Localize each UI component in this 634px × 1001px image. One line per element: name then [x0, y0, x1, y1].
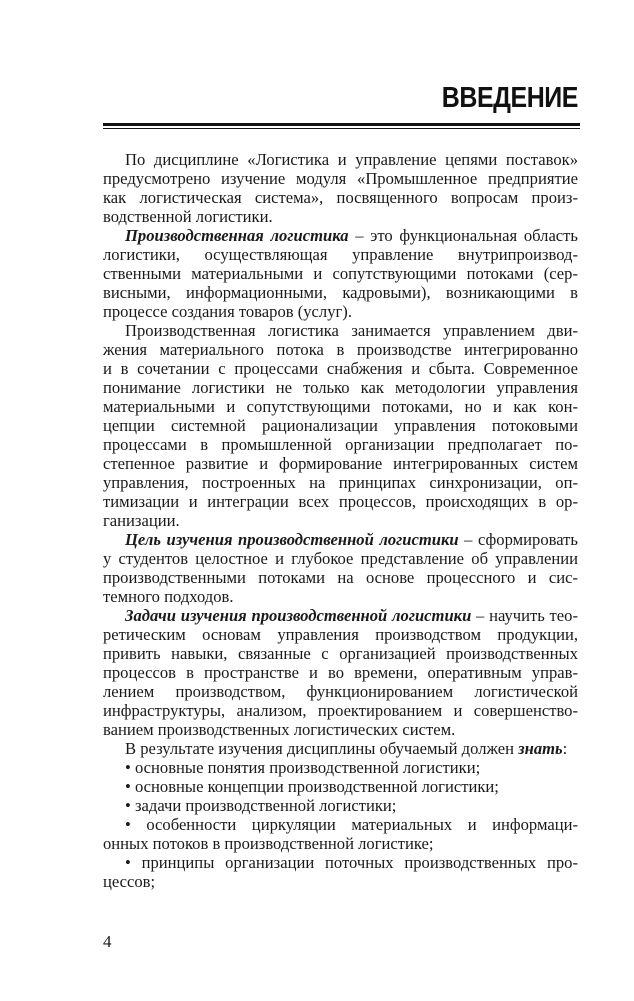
body-text — [103, 150, 578, 891]
text-line — [103, 853, 578, 872]
text-line — [103, 663, 578, 682]
text-line — [103, 416, 578, 435]
text-run: темного подходов. — [103, 587, 234, 606]
text-run: – научить тео- — [471, 606, 578, 625]
text-run: процессе создания товаров (услуг). — [103, 302, 352, 321]
text-line — [103, 302, 578, 321]
text-line — [103, 815, 578, 834]
text-line — [103, 872, 578, 891]
emphasized-term: Производственная логистика — [125, 226, 349, 245]
text-run: ретическим основам управления производством продукции, — [103, 625, 578, 644]
chapter-heading: ВВЕДЕНИЕ — [441, 82, 578, 114]
text-run: онных потоков в производственной логистике; — [103, 834, 434, 853]
text-run: ганизации. — [103, 511, 180, 530]
text-run: производственными потоками на основе процессного и сис- — [103, 568, 578, 587]
text-line — [103, 625, 578, 644]
text-line — [103, 188, 578, 207]
text-line — [103, 492, 578, 511]
text-line — [103, 340, 578, 359]
text-run: тимизации и интеграции всех процессов, происходящих в ор- — [103, 492, 578, 511]
text-line — [103, 435, 578, 454]
text-run: • принципы организации поточных производственных про- — [125, 853, 578, 872]
text-line — [103, 587, 578, 606]
text-line — [103, 682, 578, 701]
text-line — [103, 321, 578, 340]
text-line — [103, 777, 578, 796]
text-run: : — [562, 739, 568, 758]
emphasized-term: знать — [518, 739, 563, 758]
text-run: • основные понятия производственной логистики; — [125, 758, 481, 777]
text-run: – это функциональная область — [348, 226, 578, 245]
text-run: жения материального потока в производстве интегрированно — [103, 340, 578, 359]
text-run: предусмотрено изучение модуля «Промышленное предприятие — [103, 169, 578, 188]
text-line — [103, 245, 578, 264]
text-run: водственной логистики. — [103, 207, 273, 226]
text-line — [103, 530, 578, 549]
text-run: привить навыки, связанные с организацией производственных — [103, 644, 578, 663]
text-run: логистики, осуществляющая управление внутрипроизвод- — [103, 245, 578, 264]
text-line — [103, 568, 578, 587]
text-run: • основные концепции производственной логистики; — [125, 777, 499, 796]
text-line — [103, 359, 578, 378]
text-run: цепции системной рационализации управления потоковыми — [103, 416, 578, 435]
text-run: управления, построенных на принципах синхронизации, оп- — [103, 473, 578, 492]
text-line — [103, 473, 578, 492]
text-run: цессов; — [103, 872, 156, 891]
text-line — [103, 834, 578, 853]
text-line — [103, 720, 578, 739]
text-run: висными, информационными, кадровыми), возникающими в — [103, 283, 578, 302]
text-line — [103, 397, 578, 416]
text-run: инфраструктуры, анализом, проектированием и совершенство- — [103, 701, 578, 720]
text-line — [103, 758, 578, 777]
text-line — [103, 207, 578, 226]
text-line — [103, 644, 578, 663]
text-run: степенное развитие и формирование интегрированных систем — [103, 454, 578, 473]
text-line — [103, 378, 578, 397]
emphasized-term: Цель изучения производственной логистики — [125, 530, 459, 549]
text-line — [103, 796, 578, 815]
heading-rule-thin — [103, 128, 580, 129]
emphasized-term: Задачи изучения производственной логистики — [125, 606, 472, 625]
text-run: материальными и сопутствующими потоками, но и как кон- — [103, 397, 578, 416]
page-number: 4 — [103, 932, 112, 951]
text-line — [103, 454, 578, 473]
heading-rule-thick — [103, 123, 580, 126]
text-run: В результате изучения дисциплины обучаемый должен — [125, 739, 519, 758]
text-run: как логистическая система», посвященного вопросам произ- — [103, 188, 578, 207]
text-run: понимание логистики не только как методологии управления — [103, 378, 578, 397]
text-line — [103, 549, 578, 568]
text-run: ственными материальными и сопутствующими потоками (сер- — [103, 264, 578, 283]
text-run: процессами в промышленной организации предполагает по- — [103, 435, 578, 454]
text-run: лением производством, функционированием логистической — [103, 682, 578, 701]
text-line — [103, 701, 578, 720]
text-line — [103, 606, 578, 625]
text-line — [103, 739, 578, 758]
text-run: процессов в пространстве и во времени, оперативным управ- — [103, 663, 578, 682]
text-run: • задачи производственной логистики; — [125, 796, 397, 815]
text-line — [103, 511, 578, 530]
text-line — [103, 169, 578, 188]
text-run: у студентов целостное и глубокое представление об управлении — [103, 549, 578, 568]
text-line — [103, 283, 578, 302]
text-line — [103, 150, 578, 169]
text-run: По дисциплине «Логистика и управление цепями поставок» — [125, 150, 578, 169]
text-run: ванием производственных логистических систем. — [103, 720, 456, 739]
text-run: – сформировать — [458, 530, 578, 549]
text-run: и в сочетании с процессами снабжения и сбыта. Современное — [103, 359, 578, 378]
text-line — [103, 226, 578, 245]
text-run: Производственная логистика занимается управлением дви- — [125, 321, 578, 340]
text-run: • особенности циркуляции материальных и информаци- — [125, 815, 578, 834]
text-line — [103, 264, 578, 283]
